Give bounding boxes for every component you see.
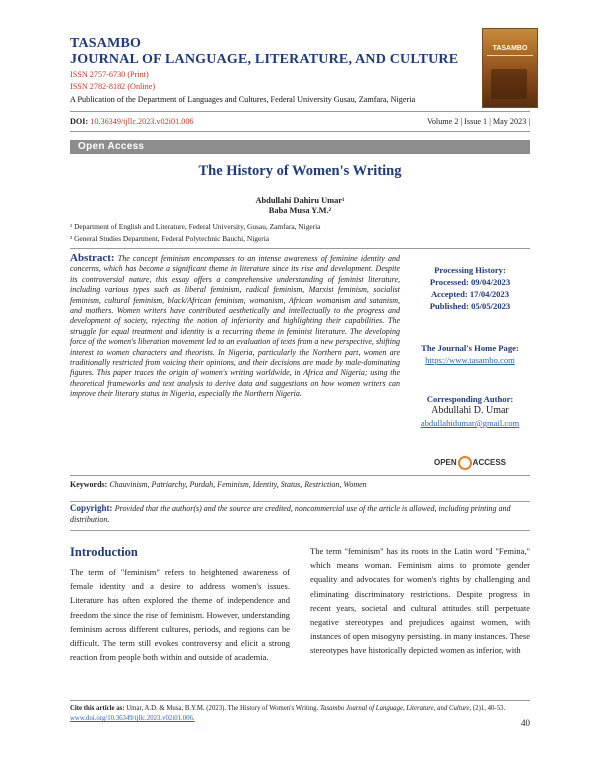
doi-link[interactable]: 10.36349/tjllc.2023.v02i01.006 bbox=[90, 117, 194, 126]
homepage-heading: The Journal's Home Page: bbox=[421, 343, 519, 353]
author-1: Abdullahi Dahiru Umar¹ bbox=[255, 196, 345, 205]
author-2: Baba Musa Y.M.² bbox=[268, 206, 332, 215]
corresponding-author bbox=[410, 393, 530, 429]
page-number: 40 bbox=[521, 718, 530, 728]
journal-name bbox=[70, 36, 458, 68]
issn-print: ISSN 2757-6730 (Print) bbox=[70, 70, 149, 79]
open-access-bar bbox=[70, 140, 530, 154]
cover-picture bbox=[491, 69, 527, 99]
processing-heading: Processing History: bbox=[434, 265, 506, 275]
body-column-1: The term of "feminism" refers to heightened awareness of female identity and a desire to address women's issues. Literature has often explored the theme of independence and freedom the since the rise of feminism. However, understanding feminism across different cultures, periods, and regions can be difficult. The term still evokes controversy and elicit a strong reaction from people both within and outside of academia. bbox=[70, 567, 290, 663]
issn-online: ISSN 2782-8182 (Online) bbox=[70, 82, 156, 91]
keywords-value: Chauvinism, Patriarchy, Purdah, Feminism, Identity, Status, Restriction, Women bbox=[109, 480, 367, 489]
open-access-label: Open Access bbox=[78, 141, 145, 152]
journal-homepage bbox=[410, 342, 530, 366]
open-lock-icon bbox=[458, 456, 472, 470]
affiliation-rule bbox=[70, 248, 530, 249]
copyright-value: Provided that the author(s) and the source are credited, noncommercial use of the article is allowed, including printing and distribution. bbox=[70, 504, 511, 524]
article-title: The History of Women's Writing bbox=[198, 163, 402, 179]
abstract-label: Abstract: bbox=[70, 252, 115, 264]
homepage-link[interactable]: https://www.tasambo.com bbox=[425, 355, 515, 365]
doi-rule bbox=[70, 131, 530, 132]
cite-authors: Umar, A.D. & Musa, B.Y.M. (2023). The History of Women's Writing. bbox=[126, 705, 320, 712]
oa-logo-open: OPEN bbox=[434, 458, 457, 468]
journal-line-1: TASAMBO bbox=[70, 36, 142, 51]
copyright-bottom-rule bbox=[70, 530, 530, 531]
corresponding-name: Abdullahi D. Umar bbox=[431, 405, 509, 416]
journal-line-2: JOURNAL OF LANGUAGE, LITERATURE, AND CULTURE bbox=[70, 52, 459, 67]
processed-date: Processed: 09/04/2023 bbox=[429, 277, 511, 287]
affiliation-1: ¹ Department of English and Literature, Federal University, Gusau, Zamfara, Nigeria bbox=[70, 222, 321, 231]
corresponding-heading: Corresponding Author: bbox=[426, 394, 514, 404]
citation bbox=[70, 704, 530, 724]
accepted-date: Accepted: 17/04/2023 bbox=[430, 289, 510, 299]
cite-details: , (2)1, 40-53. bbox=[469, 705, 506, 712]
cite-journal: Tasambo Journal of Language, Literature, and Culture bbox=[319, 705, 470, 712]
section-heading-introduction: Introduction bbox=[70, 545, 138, 559]
publisher-line: A Publication of the Department of Languages and Cultures, Federal University Gusau, Zamfara, Nigeria bbox=[70, 95, 416, 104]
cover-title: TASAMBO bbox=[492, 45, 528, 52]
doi-label: DOI: bbox=[70, 117, 91, 126]
processing-history bbox=[410, 264, 530, 312]
affiliation-2: ² General Studies Department, Federal Polytechnic Bauchi, Nigeria bbox=[70, 234, 270, 243]
abstract bbox=[70, 253, 400, 400]
cover-divider bbox=[487, 55, 533, 56]
volume-info: Volume 2 | Issue 1 | May 2023 | bbox=[426, 117, 530, 126]
footer-rule bbox=[70, 700, 530, 701]
copyright-rule bbox=[70, 501, 530, 502]
header-rule bbox=[70, 111, 530, 112]
body-column-2: The term "feminism" has its roots in the Latin word "Femina," which means woman. Feminism aims to promote gender equality and advocates for women's rights by challenging and eliminating discriminatory restrictions. Despite progress in recent years, societal and cultural attitudes still perpetuate negative stereotypes and prejudices against women, with instances of open misogyny persisting. in many instances. These stereotypes have historically depicted women as inferior, with bbox=[310, 546, 530, 656]
keywords-rule bbox=[70, 475, 530, 476]
oa-logo-access: ACCESS bbox=[472, 458, 507, 468]
doi-line bbox=[70, 117, 530, 126]
keywords-label: Keywords: bbox=[70, 480, 110, 489]
copyright bbox=[70, 503, 530, 525]
keywords bbox=[70, 480, 400, 491]
copyright-label: Copyright: bbox=[70, 503, 115, 513]
open-access-logo bbox=[434, 456, 514, 470]
journal-cover-image bbox=[482, 28, 538, 108]
cite-link[interactable]: www.doi.org/10.36349/tjllc.2023.v02i01.006. bbox=[70, 715, 195, 722]
published-date: Published: 05/05/2023 bbox=[429, 301, 511, 311]
cite-label: Cite this article as: bbox=[70, 705, 127, 712]
abstract-text: The concept feminism encompasses to an intense awareness of feminine identity and concerns, which has become a significant theme in literature since its rise and development. Despite its controversial nature, this essay offers a comprehensive understanding of feminist literature, including various types such as liberal feminism, radical feminism, Marxist feminism, socialist feminism, cultural feminism, black/African feminism, womanism, African womanism and satanism, and mothers. Women writers have contributed aesthetically and intellectually to the progress and development of society, rejecting the notion of inferiority and highlighting their capabilities. The struggle for equal treatment and identity is a recurring theme in feminist literature. The developing force of the women's liberation movement led to an evaluation of texts from a new perspective, shifting interest to women characters and theorists. In Nigeria, particularly the Northern part, women are traditionally restricted from voicing their opinions, and their decisions are made by male-dominating figures. This paper traces the origin of women's writing worldwide, in Africa and Nigeria; using the theoretical frameworks and text analysis to derive data and suggestions on how women writers can improve their literary status in Nigeria, especially the Northern Nigeria. bbox=[70, 254, 400, 399]
corresponding-email[interactable]: abdullahidumar@gmail.com bbox=[420, 418, 520, 428]
